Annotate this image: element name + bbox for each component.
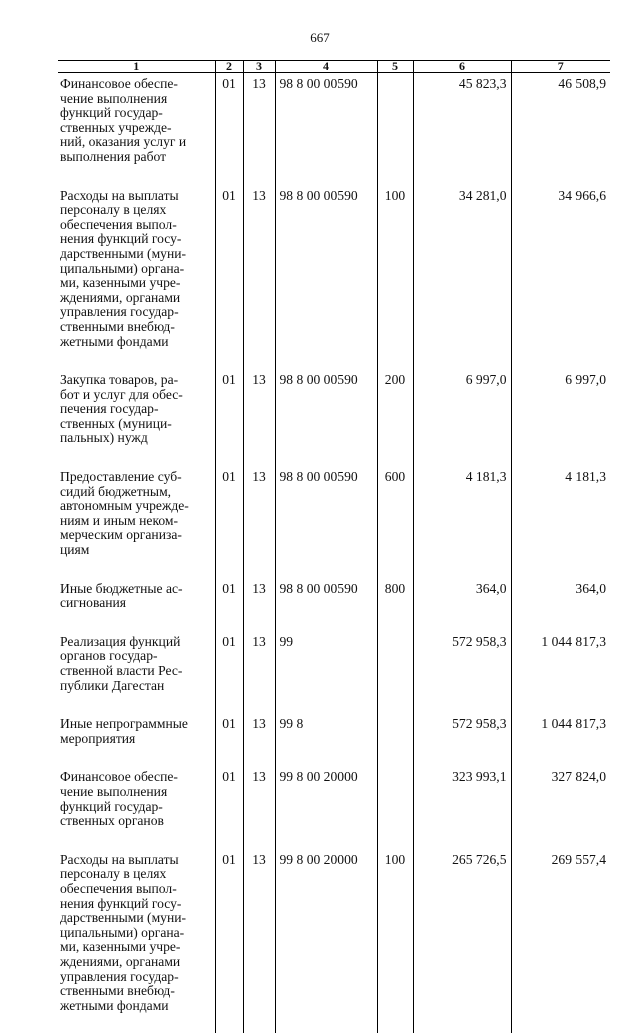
row-name-line: ниям и иным неком-	[60, 514, 213, 529]
amount-col7-cell: 1 044 817,3	[511, 713, 610, 766]
row-name-line: ственными внебюд-	[60, 320, 213, 335]
section-code-cell: 01	[215, 369, 243, 466]
expense-type-cell	[377, 713, 413, 766]
header-col-2: 2	[215, 61, 243, 73]
row-name-line: дарственными (муни-	[60, 911, 213, 926]
row-name-line: персоналу в целях	[60, 203, 213, 218]
row-name-line: Финансовое обеспе-	[60, 77, 213, 92]
header-col-5: 5	[377, 61, 413, 73]
amount-col7-cell: 269 557,4	[511, 849, 610, 1033]
section-code-cell: 01	[215, 631, 243, 713]
row-name-line: дарственными (муни-	[60, 247, 213, 262]
subsection-code-cell: 13	[243, 578, 275, 631]
row-name-line: ственных (муници-	[60, 417, 213, 432]
row-name-line: обеспечения выпол-	[60, 882, 213, 897]
row-name-cell	[58, 713, 215, 766]
row-name-cell	[58, 849, 215, 1033]
row-name-line: ственных учрежде-	[60, 121, 213, 136]
row-name-line: жетными фондами	[60, 999, 213, 1014]
row-name-cell	[58, 766, 215, 848]
amount-col6-cell: 4 181,3	[413, 466, 511, 578]
row-name-line: Расходы на выплаты	[60, 853, 213, 868]
row-name-cell	[58, 466, 215, 578]
amount-col6-cell: 265 726,5	[413, 849, 511, 1033]
row-name-line: функций государ-	[60, 800, 213, 815]
target-article-cell: 98 8 00 00590	[275, 185, 377, 370]
row-name-line: чение выполнения	[60, 92, 213, 107]
expense-type-cell: 200	[377, 369, 413, 466]
expense-type-cell	[377, 631, 413, 713]
row-name-line: сидий бюджетным,	[60, 485, 213, 500]
row-name-line: ственными внебюд-	[60, 984, 213, 999]
row-name-cell	[58, 185, 215, 370]
amount-col7-cell: 1 044 817,3	[511, 631, 610, 713]
amount-col6-cell: 364,0	[413, 578, 511, 631]
row-name-line: публики Дагестан	[60, 679, 213, 694]
row-name-line: Предоставление суб-	[60, 470, 213, 485]
row-name-line: персоналу в целях	[60, 867, 213, 882]
subsection-code-cell: 13	[243, 185, 275, 370]
row-name-line: ципальными) органа-	[60, 262, 213, 277]
target-article-cell: 98 8 00 00590	[275, 73, 377, 185]
row-name-line: сигнования	[60, 596, 213, 611]
amount-col7-cell: 34 966,6	[511, 185, 610, 370]
table-row	[58, 766, 610, 848]
section-code-cell: 01	[215, 466, 243, 578]
amount-col6-cell: 323 993,1	[413, 766, 511, 848]
subsection-code-cell: 13	[243, 73, 275, 185]
row-name-line: циям	[60, 543, 213, 558]
subsection-code-cell: 13	[243, 466, 275, 578]
row-name-line: Иные бюджетные ас-	[60, 582, 213, 597]
row-name-line: ний, оказания услуг и	[60, 135, 213, 150]
row-name-line: Закупка товаров, ра-	[60, 373, 213, 388]
row-name-line: ми, казенными учре-	[60, 276, 213, 291]
row-name-line: управления государ-	[60, 970, 213, 985]
amount-col6-cell: 34 281,0	[413, 185, 511, 370]
header-col-3: 3	[243, 61, 275, 73]
expense-type-cell: 800	[377, 578, 413, 631]
row-name-line: ственных органов	[60, 814, 213, 829]
row-name-line: ждениями, органами	[60, 955, 213, 970]
page-number: 667	[0, 30, 640, 46]
row-name-line: ждениями, органами	[60, 291, 213, 306]
row-name-line: мероприятия	[60, 732, 213, 747]
amount-col7-cell: 46 508,9	[511, 73, 610, 185]
row-name-line: управления государ-	[60, 305, 213, 320]
expense-type-cell: 600	[377, 466, 413, 578]
row-name-line: выполнения работ	[60, 150, 213, 165]
section-code-cell: 01	[215, 185, 243, 370]
row-name-line: ципальными) органа-	[60, 926, 213, 941]
header-col-1: 1	[58, 61, 215, 73]
row-name-cell	[58, 369, 215, 466]
amount-col6-cell: 572 958,3	[413, 631, 511, 713]
table-row	[58, 369, 610, 466]
amount-col7-cell: 4 181,3	[511, 466, 610, 578]
amount-col6-cell: 6 997,0	[413, 369, 511, 466]
subsection-code-cell: 13	[243, 369, 275, 466]
row-name-line: печения государ-	[60, 402, 213, 417]
target-article-cell: 99 8	[275, 713, 377, 766]
section-code-cell: 01	[215, 766, 243, 848]
row-name-line: жетными фондами	[60, 335, 213, 350]
row-name-line: автономным учрежде-	[60, 499, 213, 514]
row-name-line: органов государ-	[60, 649, 213, 664]
target-article-cell: 98 8 00 00590	[275, 466, 377, 578]
table-row	[58, 466, 610, 578]
target-article-cell: 98 8 00 00590	[275, 369, 377, 466]
section-code-cell: 01	[215, 578, 243, 631]
row-name-line: мерческим организа-	[60, 528, 213, 543]
header-col-6: 6	[413, 61, 511, 73]
section-code-cell: 01	[215, 713, 243, 766]
row-name-line: бот и услуг для обес-	[60, 388, 213, 403]
row-name-cell	[58, 578, 215, 631]
subsection-code-cell: 13	[243, 713, 275, 766]
subsection-code-cell: 13	[243, 849, 275, 1033]
row-name-line: Финансовое обеспе-	[60, 770, 213, 785]
table-row	[58, 713, 610, 766]
row-name-line: функций государ-	[60, 106, 213, 121]
expense-type-cell	[377, 73, 413, 185]
table-row	[58, 849, 610, 1033]
subsection-code-cell: 13	[243, 766, 275, 848]
target-article-cell: 99 8 00 20000	[275, 849, 377, 1033]
table-row	[58, 185, 610, 370]
row-name-line: обеспечения выпол-	[60, 218, 213, 233]
row-name-line: Реализация функций	[60, 635, 213, 650]
amount-col6-cell: 45 823,3	[413, 73, 511, 185]
budget-table	[58, 60, 610, 1033]
expense-type-cell: 100	[377, 185, 413, 370]
table-row	[58, 73, 610, 185]
expense-type-cell: 100	[377, 849, 413, 1033]
row-name-line: ственной власти Рес-	[60, 664, 213, 679]
target-article-cell: 98 8 00 00590	[275, 578, 377, 631]
row-name-line: нения функций госу-	[60, 232, 213, 247]
row-name-line: Расходы на выплаты	[60, 189, 213, 204]
amount-col6-cell: 572 958,3	[413, 713, 511, 766]
section-code-cell: 01	[215, 849, 243, 1033]
row-name-line: ми, казенными учре-	[60, 940, 213, 955]
table-body	[58, 73, 610, 1033]
table-header-row	[58, 61, 610, 73]
target-article-cell: 99	[275, 631, 377, 713]
row-name-line: пальных) нужд	[60, 431, 213, 446]
row-name-line: нения функций госу-	[60, 897, 213, 912]
table-row	[58, 631, 610, 713]
row-name-line: чение выполнения	[60, 785, 213, 800]
row-name-cell	[58, 73, 215, 185]
header-col-7: 7	[511, 61, 610, 73]
subsection-code-cell: 13	[243, 631, 275, 713]
section-code-cell: 01	[215, 73, 243, 185]
row-name-cell	[58, 631, 215, 713]
expense-type-cell	[377, 766, 413, 848]
amount-col7-cell: 327 824,0	[511, 766, 610, 848]
row-name-line: Иные непрограммные	[60, 717, 213, 732]
header-col-4: 4	[275, 61, 377, 73]
target-article-cell: 99 8 00 20000	[275, 766, 377, 848]
amount-col7-cell: 6 997,0	[511, 369, 610, 466]
table-row	[58, 578, 610, 631]
amount-col7-cell: 364,0	[511, 578, 610, 631]
